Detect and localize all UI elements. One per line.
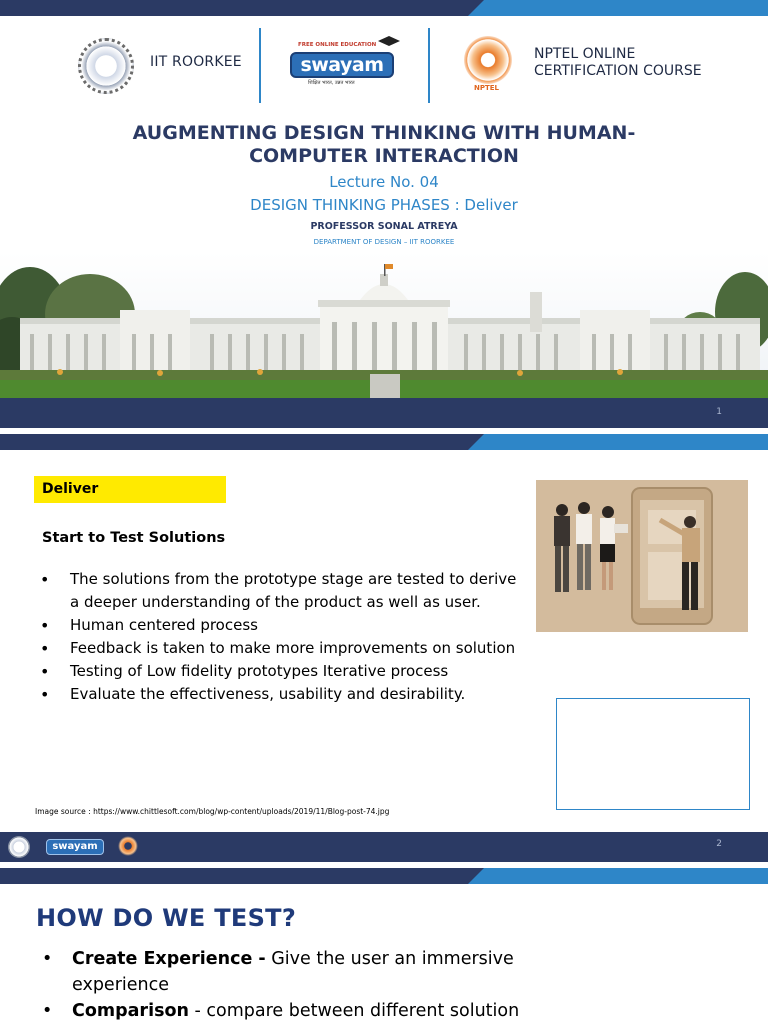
logo-divider xyxy=(428,28,430,103)
nptel-logo-icon xyxy=(464,36,512,84)
course-title-line2: COMPUTER INTERACTION xyxy=(249,145,519,167)
nptel-label-line1: NPTEL ONLINE xyxy=(534,46,636,62)
empty-placeholder-box xyxy=(556,698,750,810)
slide-title: HOW DO WE TEST? xyxy=(36,904,297,932)
list-item-term: Create Experience - xyxy=(72,949,266,969)
lecture-number: Lecture No. 04 xyxy=(329,173,439,191)
course-title xyxy=(0,122,768,168)
bullet-list xyxy=(42,946,562,1024)
lecture-topic: DESIGN THINKING PHASES : Deliver xyxy=(250,196,518,214)
swayam-free-text: FREE ONLINE EDUCATION xyxy=(298,42,377,48)
people-testing-phone-icon xyxy=(536,480,748,632)
professor-name: PROFESSOR SONAL ATREYA xyxy=(310,221,458,232)
bullet-list xyxy=(40,568,520,706)
nptel-logo-icon xyxy=(118,836,138,856)
list-item: • Feedback is taken to make more improvements on solution xyxy=(40,637,520,660)
testing-illustration-image xyxy=(536,480,748,632)
logo-row xyxy=(0,28,768,108)
list-item-text: - compare between different solution xyxy=(188,1001,520,1021)
slide-1-title xyxy=(0,0,768,434)
course-title-line1: AUGMENTING DESIGN THINKING WITH HUMAN- xyxy=(132,122,636,144)
list-item-text: Give the user an immersive experience xyxy=(72,949,514,995)
top-accent-bar xyxy=(0,868,768,884)
list-item: • Testing of Low fidelity prototypes Iterative process xyxy=(40,660,520,683)
slide-footer-bar xyxy=(0,398,768,428)
nptel-logo-text: NPTEL xyxy=(474,84,500,92)
list-item xyxy=(42,946,562,998)
swayam-tagline: शिक्षित भारत, उन्नत भारत xyxy=(308,80,355,86)
slide-subtitle: Start to Test Solutions xyxy=(42,530,226,546)
image-source-caption: Image source : https://www.chittlesoft.com/blog/wp-content/uploads/2019/11/Blog-post-74.jpg xyxy=(35,807,390,816)
department-name: DEPARTMENT OF DESIGN – IIT ROORKEE xyxy=(313,238,455,246)
list-item: • Human centered process xyxy=(40,614,520,637)
list-item: • The solutions from the prototype stage are tested to derive a deeper understanding of the product as well as user. xyxy=(40,568,520,614)
campus-building-image xyxy=(0,252,768,398)
section-tag: Deliver xyxy=(34,476,226,503)
page-number: 1 xyxy=(716,407,722,417)
institute-label: IIT ROORKEE xyxy=(150,54,242,70)
list-item-term: Comparison xyxy=(72,1001,189,1021)
iit-roorkee-seal-icon xyxy=(78,38,134,94)
iit-roorkee-seal-icon xyxy=(8,836,30,858)
top-accent-bar xyxy=(0,434,768,450)
swayam-logo-text: swayam xyxy=(290,52,394,78)
slide-3-how-do-we-test xyxy=(0,868,768,1024)
nptel-course-label xyxy=(534,46,702,80)
logo-divider xyxy=(259,28,261,103)
top-accent-bar xyxy=(0,0,768,16)
swayam-logo-text: swayam xyxy=(46,839,104,855)
graduation-cap-icon xyxy=(378,36,400,46)
page-number: 2 xyxy=(716,839,722,849)
nptel-label-line2: CERTIFICATION COURSE xyxy=(534,63,702,79)
swayam-logo xyxy=(288,42,400,92)
list-item: • Evaluate the effectiveness, usability and desirability. xyxy=(40,683,520,706)
list-item xyxy=(42,998,562,1024)
slide-footer-bar xyxy=(0,832,768,862)
slide-2-deliver xyxy=(0,434,768,868)
